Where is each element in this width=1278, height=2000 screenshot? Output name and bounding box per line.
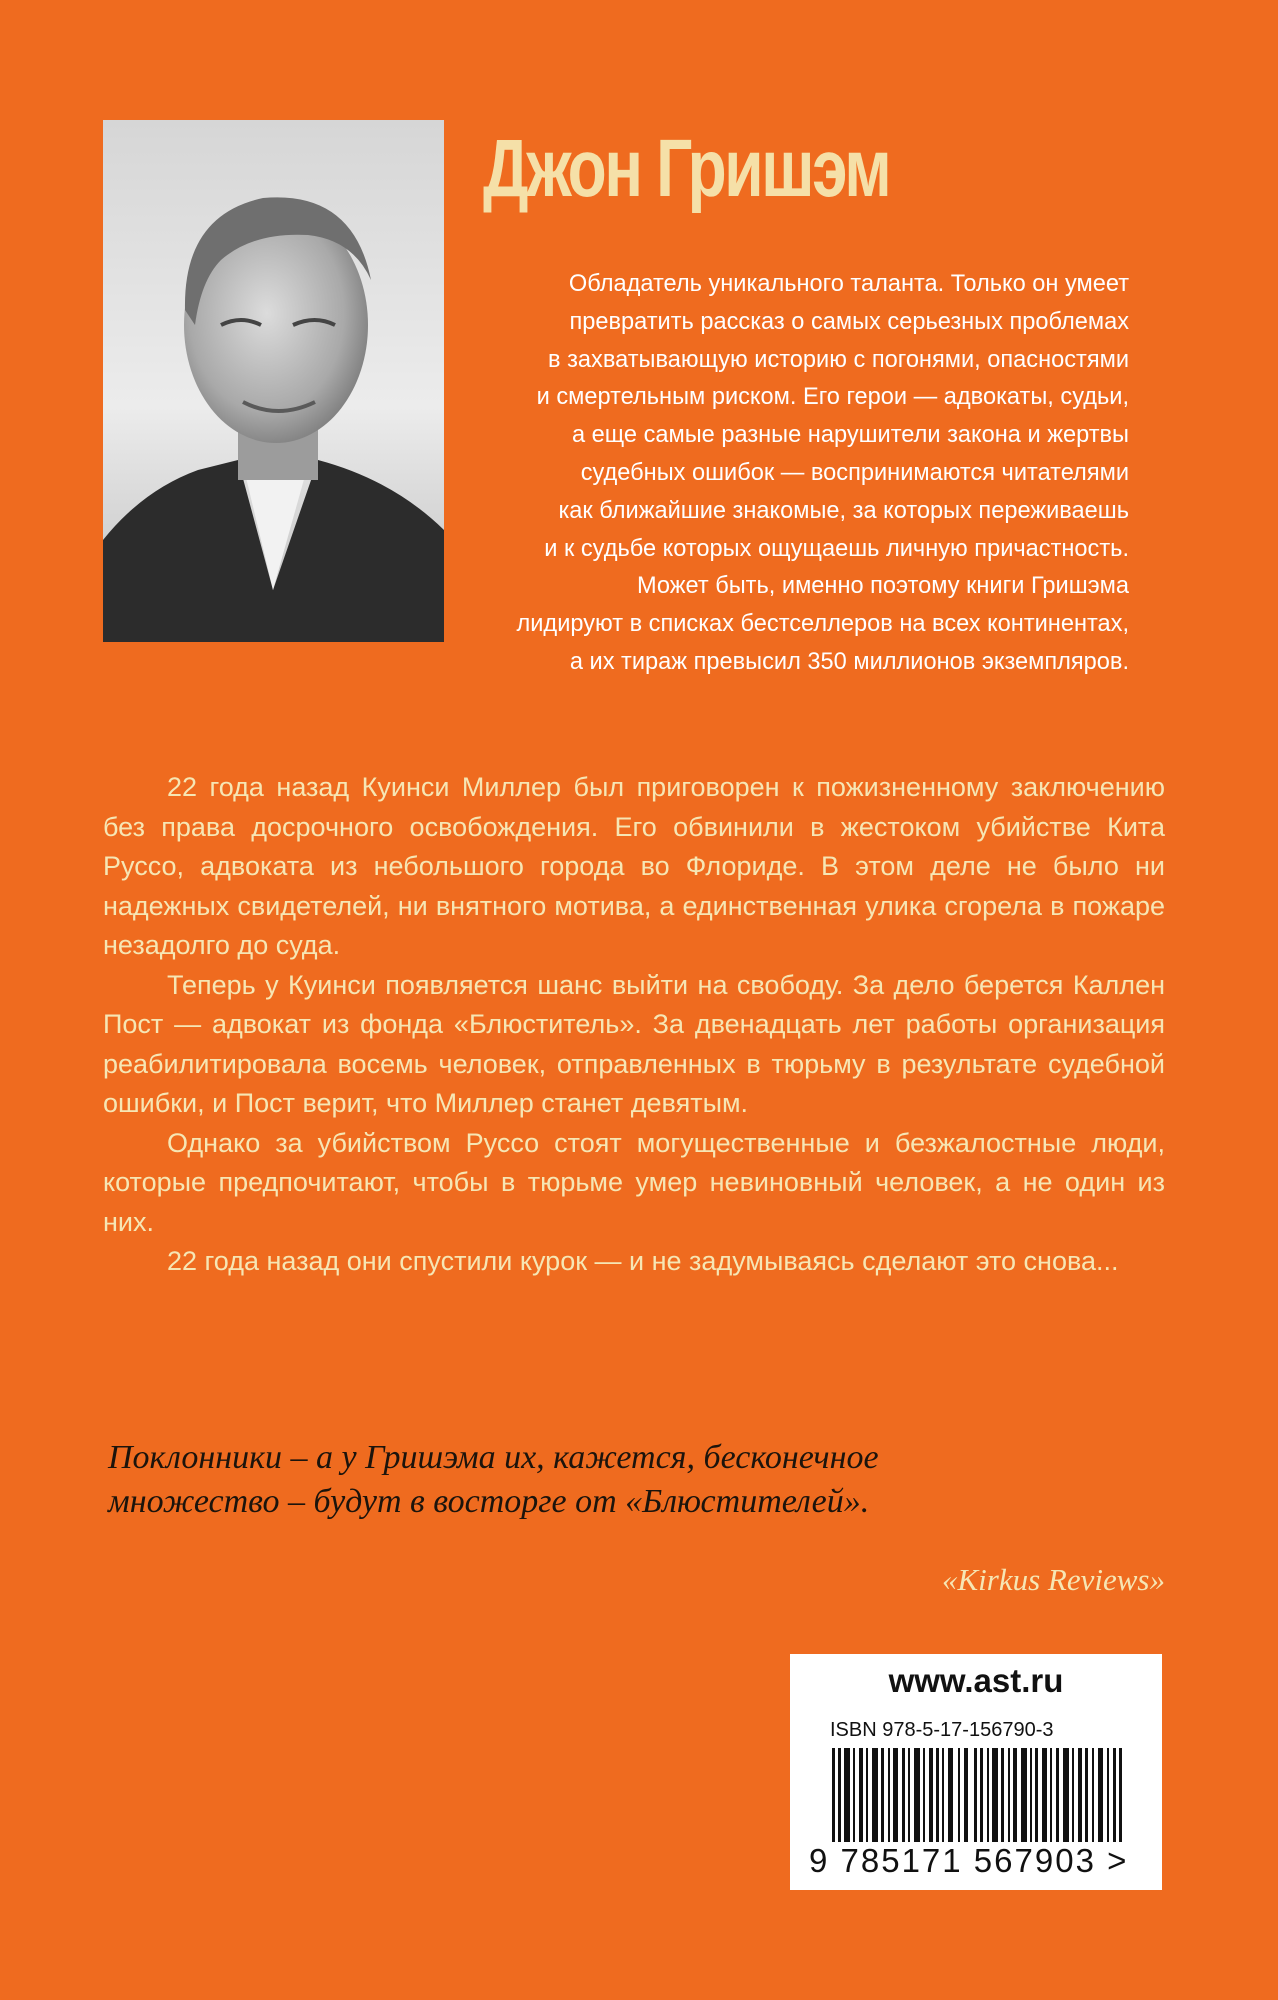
bio-line: как ближайшие знакомые, за которых переживаешь xyxy=(558,497,1129,524)
review-source: «Kirkus Reviews» xyxy=(942,1562,1165,1597)
bio-line: а еще самые разные нарушители закона и жертвы xyxy=(571,422,1129,449)
bio-line: и к судьбе которых ощущаешь личную причастность. xyxy=(544,535,1129,562)
bio-line: Обладатель уникального таланта. Только он умеет xyxy=(568,271,1129,297)
bio-line: лидируют в списках бестселлеров на всех континентах, xyxy=(516,611,1129,638)
review-quote xyxy=(108,1436,1168,1524)
isbn-label: ISBN 978-5-17-156790-3 xyxy=(830,1719,1054,1741)
author-name: Джон Гришэм xyxy=(483,123,890,214)
bio-line: превратить рассказ о самых серьезных проблемах xyxy=(569,308,1129,335)
barcode-digits xyxy=(808,1842,1153,1880)
quote-line: множество – будут в восторге от «Блюстителей». xyxy=(108,1483,870,1520)
bio-line: Может быть, именно поэтому книги Гришэма xyxy=(636,573,1129,600)
author-bio xyxy=(409,266,1129,682)
author-photo xyxy=(103,120,444,642)
synopsis-paragraph: 22 года назад Куинси Миллер был приговорен к пожизненному заключению без права досрочного освобождения. Его обвинили в жестоком убийстве Кита Руссо, адвоката из небольшого города во Флориде. В этом деле не было ни надежных свидетелей, ни внятного мотива, а единственная улика сгорела в пожаре незадолго до суда. xyxy=(103,772,1165,960)
bio-line: и смертельным риском. Его герои — адвокаты, судьи, xyxy=(536,384,1129,411)
bio-line: а их тираж превысил 350 миллионов экземпляров. xyxy=(569,648,1129,675)
barcode-panel xyxy=(790,1654,1162,1890)
barcode-digits-text: 9 785171 567903 > xyxy=(809,1842,1129,1879)
publisher-website: www.ast.ru xyxy=(888,1662,1064,1699)
bio-line: судебных ошибок — воспринимаются читателями xyxy=(580,459,1129,486)
synopsis-paragraph: Теперь у Куинси появляется шанс выйти на свободу. За дело берется Каллен Пост — адвокат из фонда «Блюститель». За двенадцать лет работы организация реабилитировала восемь человек, отправленных в тюрьму в результате судебной ошибки, и Пост верит, что Миллер станет девятым. xyxy=(103,969,1165,1118)
quote-line: Поклонники – а у Гришэма их, кажется, бесконечное xyxy=(108,1439,879,1476)
book-synopsis xyxy=(103,768,1165,1282)
synopsis-paragraph: 22 года назад они спустили курок — и не задумываясь сделают это снова... xyxy=(167,1246,1119,1276)
synopsis-paragraph: Однако за убийством Руссо стоят могущественные и безжалостные люди, которые предпочитают, чтобы в тюрьме умер невиновный человек, а не один из них. xyxy=(103,1127,1165,1237)
bio-line: в захватывающую историю с погонями, опасностями xyxy=(548,346,1129,373)
